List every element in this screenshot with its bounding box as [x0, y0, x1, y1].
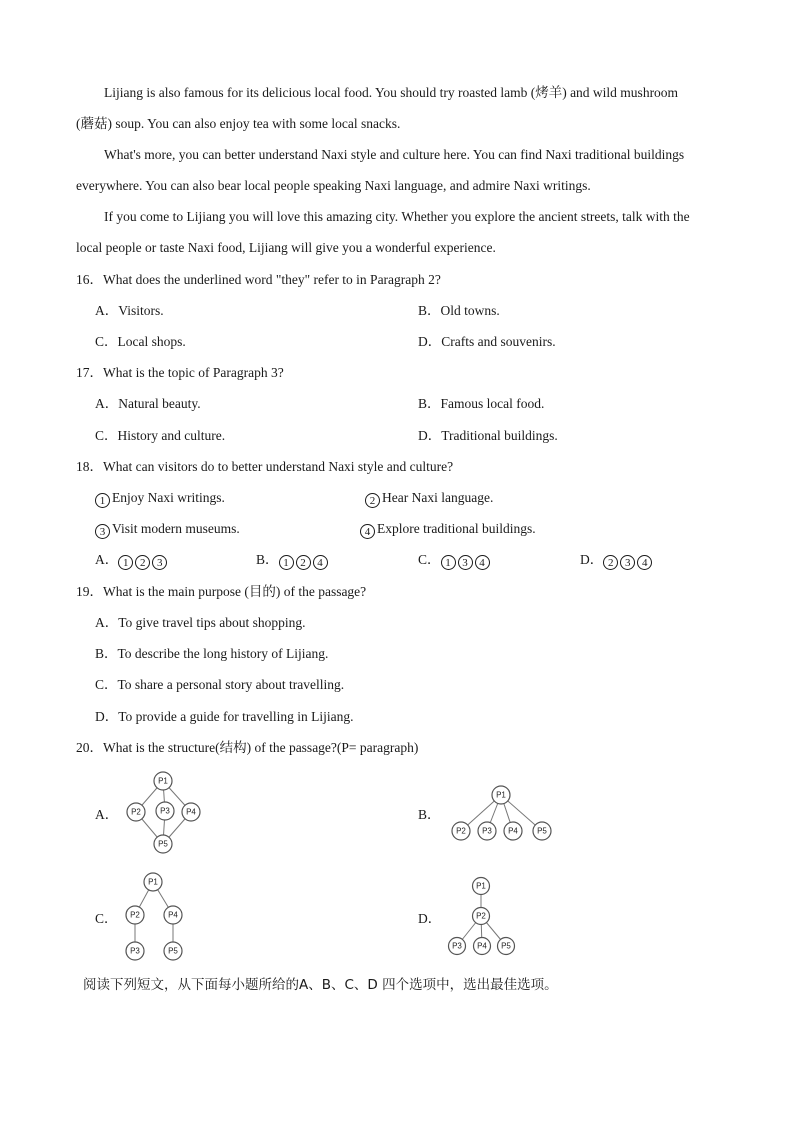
circled-number: 4: [313, 555, 328, 570]
question-16-option-c[interactable]: C．Local shops.: [95, 334, 186, 349]
node-label: P4: [508, 826, 518, 836]
circled-number: 3: [458, 555, 473, 570]
item-text: Explore traditional buildings.: [377, 521, 536, 536]
node-label: P1: [496, 790, 506, 800]
node-p5: [498, 938, 515, 955]
structure-diagram-c[interactable]: [118, 868, 192, 966]
node-label: P3: [160, 806, 170, 816]
circled-number: 4: [360, 524, 375, 539]
question-17-option-b[interactable]: B．Famous local food.: [418, 396, 545, 411]
question-18-option-b[interactable]: [256, 551, 330, 570]
question-16-option-d[interactable]: D．Crafts and souvenirs.: [418, 334, 556, 349]
question-20-option-a-label[interactable]: A．: [95, 807, 119, 822]
question-19-stem: 19．What is the main purpose (目的) of the passage?: [76, 584, 367, 599]
node-label: P4: [168, 910, 178, 920]
node-label: P3: [130, 946, 140, 956]
question-18-item-3: [95, 520, 240, 539]
question-17-option-c[interactable]: C．History and culture.: [95, 428, 226, 443]
question-19-option-b[interactable]: B．To describe the long history of Lijiang.: [95, 646, 329, 661]
passage-p5-line2: local people or taste Naxi food, Lijiang will give you a wonderful experience.: [76, 240, 496, 255]
node-p4: [182, 803, 200, 821]
node-label: P1: [476, 881, 486, 891]
passage-p3-line1: Lijiang is also famous for its delicious local food. You should try roasted lamb (烤羊) and wild mushroom: [104, 85, 679, 100]
question-18-item-2: [365, 489, 493, 508]
question-20-option-c-label[interactable]: C．: [95, 911, 118, 926]
question-17-option-d[interactable]: D．Traditional buildings.: [418, 428, 558, 443]
node-p1: [144, 873, 162, 891]
item-text: Hear Naxi language.: [382, 490, 494, 505]
node-label: P3: [482, 826, 492, 836]
circled-number: 1: [95, 493, 110, 508]
structure-diagram-b[interactable]: [447, 782, 559, 844]
passage-p4-line2: everywhere. You can also bear local people speaking Naxi language, and admire Naxi writings.: [76, 178, 591, 193]
node-p4: [504, 822, 522, 840]
circled-number: 3: [620, 555, 635, 570]
node-label: P3: [452, 941, 462, 951]
node-p3: [156, 802, 174, 820]
question-16-option-a[interactable]: A．Visitors.: [95, 303, 164, 318]
option-label: B．: [256, 552, 279, 567]
question-17-option-a[interactable]: A．Natural beauty.: [95, 396, 201, 411]
question-19-option-d[interactable]: D．To provide a guide for travelling in Lijiang.: [95, 709, 354, 724]
circled-number: 4: [637, 555, 652, 570]
question-19-option-c[interactable]: C．To share a personal story about travelling.: [95, 677, 345, 692]
node-p1: [492, 786, 510, 804]
circled-number: 2: [135, 555, 150, 570]
option-label: C．: [418, 552, 441, 567]
node-label: P2: [456, 826, 466, 836]
node-p4: [474, 938, 491, 955]
node-p1: [473, 878, 490, 895]
passage-p3-line2: (蘑菇) soup. You can also enjoy tea with some local snacks.: [76, 116, 401, 131]
node-p1: [154, 772, 172, 790]
node-p5: [154, 835, 172, 853]
section-instruction: 阅读下列短文，从下面每小题所给的A、B、C、D 四个选项中，选出最佳选项。: [83, 977, 558, 993]
node-label: P2: [476, 911, 486, 921]
question-16-stem: 16．What does the underlined word "they" refer to in Paragraph 2?: [76, 272, 441, 287]
circled-number: 2: [603, 555, 618, 570]
node-p3: [449, 938, 466, 955]
question-18-item-4: [360, 520, 536, 539]
item-text: Visit modern museums.: [112, 521, 240, 536]
structure-diagram-a[interactable]: [118, 768, 208, 858]
option-label: A．: [95, 552, 119, 567]
question-20-option-b-label[interactable]: B．: [418, 807, 441, 822]
circled-number: 2: [296, 555, 311, 570]
node-p2: [126, 906, 144, 924]
passage-p5-line1: If you come to Lijiang you will love this amazing city. Whether you explore the ancient streets, talk with the: [104, 209, 690, 224]
question-16-option-b[interactable]: B．Old towns.: [418, 303, 500, 318]
node-label: P4: [477, 941, 487, 951]
circled-number: 4: [475, 555, 490, 570]
node-p3: [126, 942, 144, 960]
question-19-option-a[interactable]: A．To give travel tips about shopping.: [95, 615, 306, 630]
node-label: P2: [131, 807, 141, 817]
node-label: P5: [158, 839, 168, 849]
question-17-stem: 17．What is the topic of Paragraph 3?: [76, 365, 284, 380]
passage-p4-line1: What's more, you can better understand Naxi style and culture here. You can find Naxi traditional buildings: [104, 147, 685, 162]
circled-number: 3: [152, 555, 167, 570]
node-label: P5: [501, 941, 511, 951]
circled-number: 1: [441, 555, 456, 570]
circled-number: 1: [118, 555, 133, 570]
node-p3: [478, 822, 496, 840]
node-label: P4: [186, 807, 196, 817]
question-20-option-d-label[interactable]: D．: [418, 911, 442, 926]
node-label: P5: [537, 826, 547, 836]
option-label: D．: [580, 552, 604, 567]
node-p5: [164, 942, 182, 960]
circled-number: 3: [95, 524, 110, 539]
structure-diagram-d[interactable]: [444, 874, 520, 962]
node-label: P5: [168, 946, 178, 956]
node-p2: [473, 908, 490, 925]
node-label: P1: [158, 776, 168, 786]
question-18-item-1: [95, 489, 225, 508]
node-label: P1: [148, 877, 158, 887]
node-p2: [452, 822, 470, 840]
node-p5: [533, 822, 551, 840]
question-18-option-c[interactable]: [418, 551, 492, 570]
question-18-option-a[interactable]: [95, 551, 169, 570]
node-p2: [127, 803, 145, 821]
node-label: P2: [130, 910, 140, 920]
circled-number: 1: [279, 555, 294, 570]
node-p4: [164, 906, 182, 924]
question-20-stem: 20．What is the structure(结构) of the passage?(P= paragraph): [76, 740, 419, 755]
question-18-option-d[interactable]: [580, 551, 654, 570]
question-18-stem: 18．What can visitors do to better understand Naxi style and culture?: [76, 459, 454, 474]
item-text: Enjoy Naxi writings.: [112, 490, 225, 505]
circled-number: 2: [365, 493, 380, 508]
